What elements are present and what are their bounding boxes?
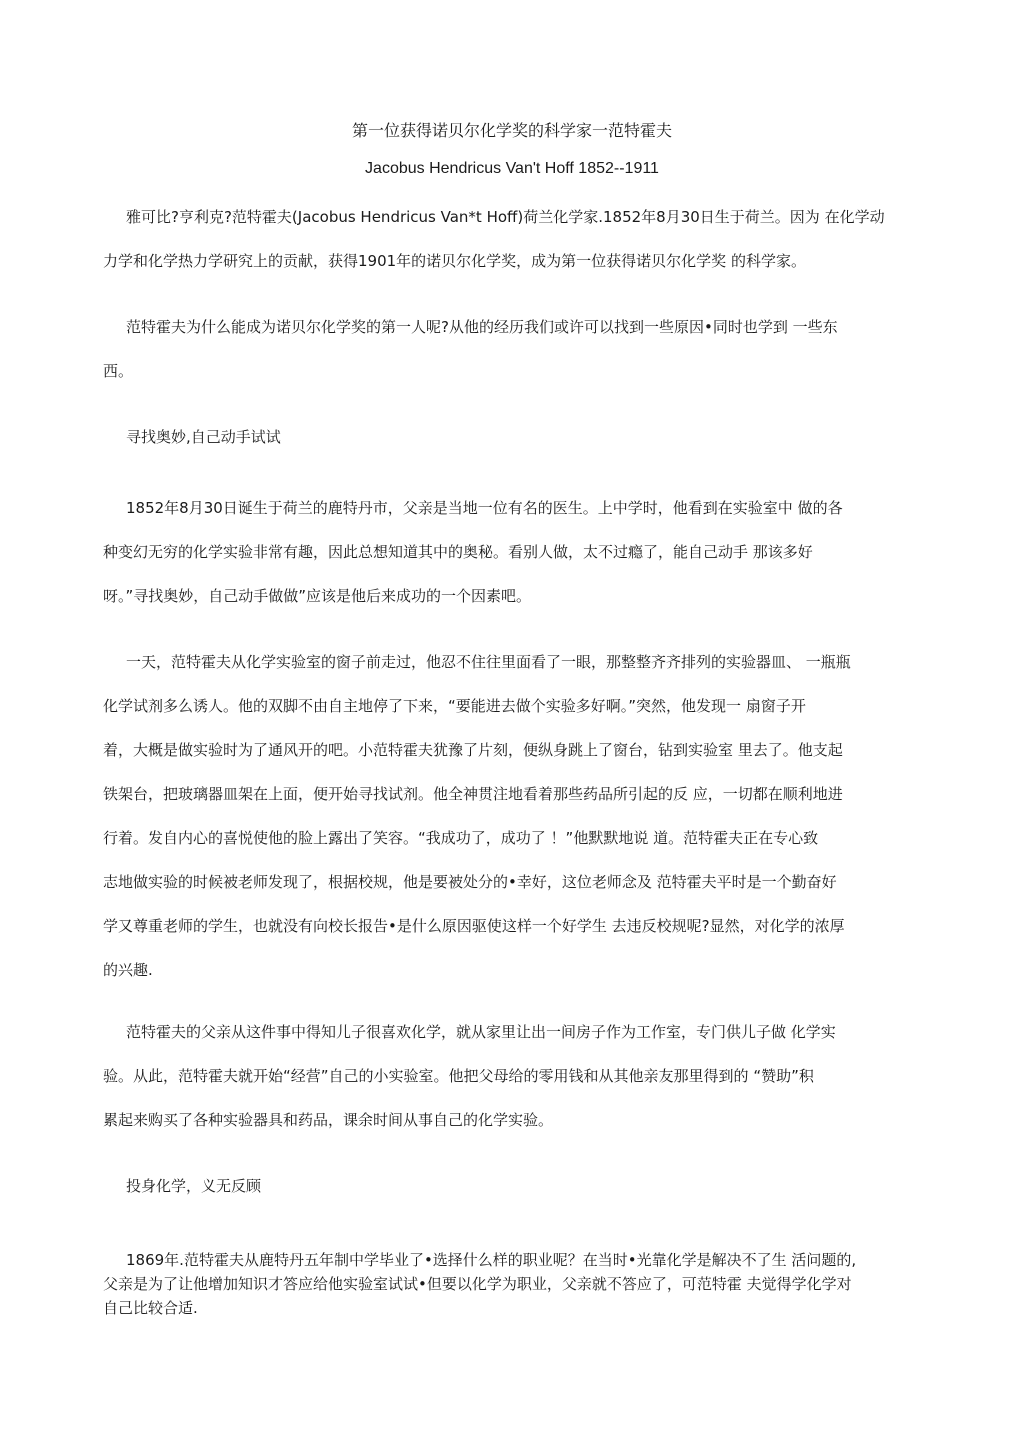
paragraph-line: 自己比较合适. (103, 1299, 198, 1317)
paragraph-line: 1869年.范特霍夫从鹿特丹五年制中学毕业了•选择什么样的职业呢？在当时•光靠化学是解决不了生 活问题的, (126, 1251, 857, 1269)
paragraph-line: 着，大概是做实验时为了通风开的吧。小范特霍夫犹豫了片刻，便纵身跳上了窗台，钻到实验室 里去了。他支起 (103, 741, 843, 759)
paragraph-line: 铁架台，把玻璃器皿架在上面，便开始寻找试剂。他全神贯注地看着那些药品所引起的反 应，一切都在顺利地进 (103, 785, 843, 803)
paragraph-line: 力学和化学热力学研究上的贡献，获得1901年的诺贝尔化学奖，成为第一位获得诺贝尔化学奖 的科学家。 (103, 252, 806, 270)
paragraph-line: 西。 (103, 362, 134, 380)
paragraph-line: 呀。”寻找奥妙，自己动手做做”应该是他后来成功的一个因素吧。 (103, 587, 532, 605)
paragraph-line: 1852年8月30日诞生于荷兰的鹿特丹市，父亲是当地一位有名的医生。上中学时，他看到在实验室中 做的各 (126, 499, 843, 517)
paragraph-question (103, 305, 923, 393)
paragraph-intro (103, 195, 923, 283)
paragraph-line: 累起来购买了各种实验器具和药品，课余时间从事自己的化学实验。 (103, 1111, 554, 1129)
paragraph-line: 范特霍夫为什么能成为诺贝尔化学奖的第一人呢?从他的经历我们或许可以找到一些原因•同时也学到 一些东 (126, 318, 838, 336)
paragraph-line: 种变幻无穷的化学实验非常有趣，因此总想知道其中的奥秘。看别人做，太不过瘾了，能自己动手 那该多好 (103, 543, 813, 561)
paragraph-line: 学又尊重老师的学生，也就没有向校长报告•是什么原因驱使这样一个好学生 去违反校规呢?显然，对化学的浓厚 (103, 917, 845, 935)
paragraph-line: 化学试剂多么诱人。他的双脚不由自主地停了下来，“要能进去做个实验多好啊。”突然，他发现一 扇窗子开 (103, 697, 806, 715)
paragraph-line: 一天，范特霍夫从化学实验室的窗子前走过，他忍不住往里面看了一眼，那整整齐齐排列的实验器皿、 一瓶瓶 (126, 653, 851, 671)
paragraph-line: 验。从此，范特霍夫就开始“经营”自己的小实验室。他把父母给的零用钱和从其他亲友那里得到的 “赞助”积 (103, 1067, 814, 1085)
paragraph-line: 志地做实验的时候被老师发现了，根据校规，他是要被处分的•幸好，这位老师念及 范特霍夫平时是一个勤奋好 (103, 873, 837, 891)
paragraph-lab-story (103, 640, 923, 992)
section-heading-text: 投身化学，义无反顾 (126, 1177, 262, 1195)
paragraph-line: 范特霍夫的父亲从这件事中得知儿子很喜欢化学，就从家里让出一间房子作为工作室，专门供儿子做 化学实 (126, 1023, 836, 1041)
document-title: 第一位获得诺贝尔化学奖的科学家一范特霍夫 (351, 121, 672, 140)
paragraph-home-lab (103, 1010, 923, 1142)
section-heading-1 (103, 415, 923, 459)
paragraph-line: 的兴趣. (103, 961, 153, 979)
paragraph-birth (103, 486, 923, 618)
document-subtitle: Jacobus Hendricus Van't Hoff 1852--1911 (365, 160, 659, 177)
section-heading-2 (103, 1164, 923, 1208)
section-heading-text: 寻找奥妙,自己动手试试 (126, 428, 281, 446)
paragraph-line: 父亲是为了让他增加知识才答应给他实验室试试•但要以化学为职业，父亲就不答应了，可范特霍 夫觉得学化学对 (103, 1275, 852, 1293)
paragraph-graduation (103, 1248, 923, 1320)
paragraph-line: 行着。发自内心的喜悦使他的脸上露出了笑容。“我成功了，成功了 ！”他默默地说 道。范特霍夫正在专心致 (103, 829, 819, 847)
paragraph-line: 雅可比?亨利克?范特霍夫(Jacobus Hendricus Van*t Hoff)荷兰化学家.1852年8月30日生于荷兰。因为 在化学动 (126, 208, 885, 226)
